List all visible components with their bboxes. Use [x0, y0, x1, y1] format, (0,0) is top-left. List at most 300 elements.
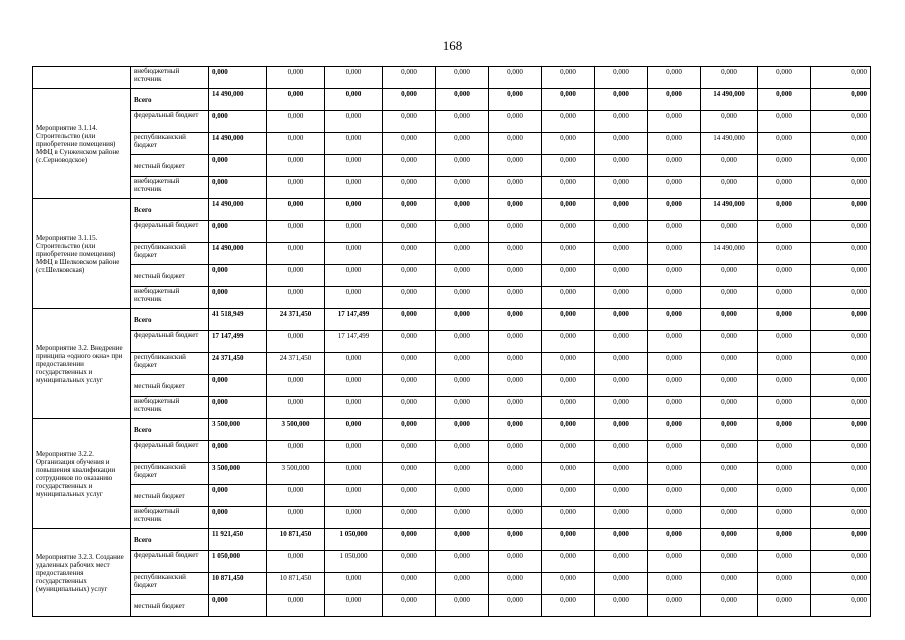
value-cell: 1 050,000 — [325, 551, 383, 573]
value-cell: 0,000 — [436, 375, 489, 397]
funding-source: местный бюджет — [131, 155, 209, 177]
value-cell: 0,000 — [595, 243, 648, 265]
value-cell: 0,000 — [701, 485, 758, 507]
value-cell: 0,000 — [436, 67, 489, 89]
value-cell: 0,000 — [325, 287, 383, 309]
value-cell: 0,000 — [648, 463, 701, 485]
value-cell: 0,000 — [436, 265, 489, 287]
value-cell: 0,000 — [595, 529, 648, 551]
value-cell: 0,000 — [595, 265, 648, 287]
value-cell: 0,000 — [648, 199, 701, 221]
value-cell: 0,000 — [701, 111, 758, 133]
value-cell: 0,000 — [811, 463, 871, 485]
value-cell: 0,000 — [489, 111, 542, 133]
value-cell: 10 871,450 — [267, 573, 325, 595]
value-cell: 0,000 — [758, 265, 811, 287]
value-cell: 0,000 — [701, 331, 758, 353]
value-cell: 0,000 — [325, 375, 383, 397]
value-cell: 0,000 — [758, 353, 811, 375]
value-cell: 0,000 — [701, 375, 758, 397]
value-cell: 0,000 — [383, 353, 436, 375]
table-body — [33, 67, 871, 617]
value-cell: 0,000 — [648, 573, 701, 595]
value-cell: 0,000 — [758, 397, 811, 419]
value-cell: 0,000 — [542, 551, 595, 573]
value-cell: 0,000 — [595, 485, 648, 507]
value-cell: 1 050,000 — [325, 529, 383, 551]
value-cell: 0,000 — [648, 221, 701, 243]
value-cell: 0,000 — [542, 353, 595, 375]
funding-source: федеральный бюджет — [131, 111, 209, 133]
value-cell: 0,000 — [325, 199, 383, 221]
value-cell: 0,000 — [436, 309, 489, 331]
value-cell: 0,000 — [648, 67, 701, 89]
value-cell: 0,000 — [209, 375, 267, 397]
value-cell: 0,000 — [811, 67, 871, 89]
value-cell: 0,000 — [489, 529, 542, 551]
value-cell: 14 490,000 — [209, 243, 267, 265]
value-cell: 0,000 — [325, 111, 383, 133]
value-cell: 0,000 — [595, 221, 648, 243]
value-cell: 0,000 — [267, 595, 325, 617]
funding-source: внебюджетный источник — [131, 67, 209, 89]
activity-name: Мероприятие 3.2.3. Создание удаленных рабочих мест предоставления государственных (муниципальных) услуг — [33, 529, 131, 617]
table-row — [33, 243, 871, 265]
value-cell: 0,000 — [209, 221, 267, 243]
value-cell: 0,000 — [383, 133, 436, 155]
value-cell: 0,000 — [648, 485, 701, 507]
value-cell: 0,000 — [267, 287, 325, 309]
value-cell: 0,000 — [595, 573, 648, 595]
value-cell: 3 500,000 — [267, 419, 325, 441]
value-cell: 0,000 — [325, 441, 383, 463]
value-cell: 0,000 — [595, 177, 648, 199]
value-cell: 3 500,000 — [209, 463, 267, 485]
value-cell: 0,000 — [542, 199, 595, 221]
value-cell: 0,000 — [383, 177, 436, 199]
value-cell: 24 371,450 — [209, 353, 267, 375]
value-cell: 0,000 — [542, 595, 595, 617]
value-cell: 0,000 — [209, 595, 267, 617]
value-cell: 0,000 — [436, 419, 489, 441]
value-cell: 0,000 — [489, 375, 542, 397]
value-cell: 14 490,000 — [209, 89, 267, 111]
value-cell: 0,000 — [209, 287, 267, 309]
value-cell: 0,000 — [595, 375, 648, 397]
value-cell: 14 490,000 — [701, 243, 758, 265]
value-cell: 14 490,000 — [701, 89, 758, 111]
value-cell: 0,000 — [595, 551, 648, 573]
value-cell: 0,000 — [595, 199, 648, 221]
value-cell: 0,000 — [436, 507, 489, 529]
value-cell: 0,000 — [542, 507, 595, 529]
value-cell: 0,000 — [648, 111, 701, 133]
value-cell: 0,000 — [595, 507, 648, 529]
value-cell: 0,000 — [758, 595, 811, 617]
value-cell: 0,000 — [542, 529, 595, 551]
value-cell: 14 490,000 — [701, 133, 758, 155]
table-row — [33, 67, 871, 89]
value-cell: 0,000 — [383, 529, 436, 551]
value-cell: 0,000 — [436, 243, 489, 265]
value-cell: 0,000 — [542, 243, 595, 265]
value-cell: 0,000 — [267, 89, 325, 111]
value-cell: 0,000 — [383, 111, 436, 133]
value-cell: 0,000 — [383, 265, 436, 287]
table-row — [33, 595, 871, 617]
value-cell: 0,000 — [542, 155, 595, 177]
value-cell: 0,000 — [383, 375, 436, 397]
table-row — [33, 419, 871, 441]
value-cell: 0,000 — [383, 573, 436, 595]
value-cell: 0,000 — [489, 485, 542, 507]
value-cell: 0,000 — [595, 309, 648, 331]
table-row — [33, 485, 871, 507]
value-cell: 0,000 — [436, 441, 489, 463]
funding-source: внебюджетный источник — [131, 397, 209, 419]
value-cell: 0,000 — [209, 441, 267, 463]
value-cell: 0,000 — [701, 221, 758, 243]
value-cell: 0,000 — [267, 551, 325, 573]
value-cell: 0,000 — [489, 573, 542, 595]
value-cell: 0,000 — [436, 551, 489, 573]
value-cell: 0,000 — [489, 67, 542, 89]
value-cell: 0,000 — [595, 397, 648, 419]
value-cell: 0,000 — [595, 353, 648, 375]
value-cell: 0,000 — [758, 551, 811, 573]
value-cell: 0,000 — [758, 463, 811, 485]
value-cell: 0,000 — [701, 463, 758, 485]
value-cell: 0,000 — [811, 243, 871, 265]
value-cell: 0,000 — [383, 243, 436, 265]
value-cell: 0,000 — [701, 551, 758, 573]
value-cell: 0,000 — [542, 287, 595, 309]
value-cell: 0,000 — [811, 507, 871, 529]
value-cell: 0,000 — [267, 331, 325, 353]
value-cell: 0,000 — [648, 441, 701, 463]
value-cell: 0,000 — [489, 419, 542, 441]
value-cell: 0,000 — [383, 89, 436, 111]
value-cell: 0,000 — [383, 397, 436, 419]
value-cell: 0,000 — [267, 221, 325, 243]
value-cell: 0,000 — [542, 221, 595, 243]
value-cell: 3 500,000 — [267, 463, 325, 485]
value-cell: 0,000 — [489, 155, 542, 177]
budget-table — [32, 66, 871, 617]
value-cell: 0,000 — [383, 551, 436, 573]
funding-source: республиканский бюджет — [131, 353, 209, 375]
value-cell: 0,000 — [701, 573, 758, 595]
value-cell: 0,000 — [542, 485, 595, 507]
value-cell: 0,000 — [648, 507, 701, 529]
value-cell: 0,000 — [758, 331, 811, 353]
value-cell: 0,000 — [489, 177, 542, 199]
funding-source: местный бюджет — [131, 595, 209, 617]
value-cell: 14 490,000 — [209, 133, 267, 155]
value-cell: 0,000 — [267, 67, 325, 89]
value-cell: 0,000 — [325, 133, 383, 155]
value-cell: 0,000 — [436, 199, 489, 221]
value-cell: 0,000 — [542, 375, 595, 397]
value-cell: 0,000 — [542, 177, 595, 199]
value-cell: 0,000 — [701, 397, 758, 419]
table-row — [33, 287, 871, 309]
value-cell: 0,000 — [267, 375, 325, 397]
value-cell: 0,000 — [701, 441, 758, 463]
value-cell: 0,000 — [489, 551, 542, 573]
value-cell: 0,000 — [209, 397, 267, 419]
value-cell: 0,000 — [209, 67, 267, 89]
value-cell: 0,000 — [701, 287, 758, 309]
value-cell: 0,000 — [489, 309, 542, 331]
table-row — [33, 529, 871, 551]
value-cell: 0,000 — [436, 221, 489, 243]
value-cell: 1 050,000 — [209, 551, 267, 573]
value-cell: 0,000 — [383, 199, 436, 221]
value-cell: 0,000 — [701, 595, 758, 617]
value-cell: 0,000 — [811, 199, 871, 221]
value-cell: 0,000 — [595, 67, 648, 89]
funding-source: Всего — [131, 309, 209, 331]
activity-name: Мероприятие 3.2.2. Организация обучения и повышения квалификации сотрудников по оказанию государственных и муниципальных услуг — [33, 419, 131, 529]
value-cell: 0,000 — [209, 265, 267, 287]
value-cell: 0,000 — [595, 595, 648, 617]
value-cell: 0,000 — [758, 155, 811, 177]
value-cell: 0,000 — [758, 529, 811, 551]
value-cell: 0,000 — [701, 265, 758, 287]
value-cell: 0,000 — [383, 419, 436, 441]
value-cell: 0,000 — [758, 67, 811, 89]
value-cell: 0,000 — [436, 111, 489, 133]
value-cell: 0,000 — [811, 221, 871, 243]
activity-name: Мероприятие 3.1.15. Строительство (или приобретение помещения) МФЦ в Шелковском районе (ст.Шелковская) — [33, 199, 131, 309]
value-cell: 0,000 — [436, 595, 489, 617]
value-cell: 0,000 — [436, 353, 489, 375]
activity-cell-continued — [33, 67, 131, 89]
table-row — [33, 507, 871, 529]
value-cell: 0,000 — [325, 595, 383, 617]
value-cell: 0,000 — [489, 243, 542, 265]
value-cell: 0,000 — [648, 287, 701, 309]
value-cell: 0,000 — [325, 463, 383, 485]
value-cell: 0,000 — [811, 573, 871, 595]
value-cell: 0,000 — [701, 67, 758, 89]
value-cell: 0,000 — [811, 551, 871, 573]
value-cell: 0,000 — [811, 133, 871, 155]
value-cell: 0,000 — [489, 331, 542, 353]
value-cell: 0,000 — [701, 419, 758, 441]
value-cell: 0,000 — [758, 89, 811, 111]
value-cell: 0,000 — [811, 287, 871, 309]
value-cell: 0,000 — [758, 243, 811, 265]
value-cell: 0,000 — [383, 331, 436, 353]
value-cell: 0,000 — [542, 331, 595, 353]
value-cell: 0,000 — [811, 309, 871, 331]
value-cell: 0,000 — [648, 419, 701, 441]
table-row — [33, 463, 871, 485]
value-cell: 0,000 — [595, 287, 648, 309]
value-cell: 0,000 — [542, 463, 595, 485]
value-cell: 0,000 — [758, 309, 811, 331]
table-row — [33, 133, 871, 155]
value-cell: 0,000 — [811, 529, 871, 551]
value-cell: 0,000 — [267, 177, 325, 199]
funding-source: местный бюджет — [131, 375, 209, 397]
value-cell: 0,000 — [758, 287, 811, 309]
value-cell: 0,000 — [811, 177, 871, 199]
value-cell: 0,000 — [489, 287, 542, 309]
value-cell: 0,000 — [595, 331, 648, 353]
value-cell: 10 871,450 — [209, 573, 267, 595]
table-row — [33, 441, 871, 463]
value-cell: 0,000 — [595, 463, 648, 485]
table-row — [33, 89, 871, 111]
table-row — [33, 177, 871, 199]
value-cell: 0,000 — [267, 265, 325, 287]
value-cell: 0,000 — [325, 397, 383, 419]
value-cell: 0,000 — [811, 595, 871, 617]
value-cell: 0,000 — [325, 485, 383, 507]
value-cell: 0,000 — [436, 485, 489, 507]
table-row — [33, 375, 871, 397]
value-cell: 0,000 — [489, 133, 542, 155]
value-cell: 0,000 — [811, 485, 871, 507]
value-cell: 0,000 — [383, 287, 436, 309]
value-cell: 0,000 — [436, 89, 489, 111]
value-cell: 0,000 — [383, 67, 436, 89]
funding-source: Всего — [131, 199, 209, 221]
value-cell: 0,000 — [542, 89, 595, 111]
value-cell: 0,000 — [489, 199, 542, 221]
funding-source: федеральный бюджет — [131, 221, 209, 243]
value-cell: 0,000 — [811, 375, 871, 397]
value-cell: 0,000 — [489, 463, 542, 485]
activity-name: Мероприятие 3.1.14. Строительство (или приобретение помещения) МФЦ в Сунженском районе (с.Серноводское) — [33, 89, 131, 199]
value-cell: 0,000 — [811, 265, 871, 287]
value-cell: 10 871,450 — [267, 529, 325, 551]
value-cell: 0,000 — [811, 331, 871, 353]
funding-source: республиканский бюджет — [131, 243, 209, 265]
value-cell: 0,000 — [542, 309, 595, 331]
page-number: 168 — [442, 38, 463, 53]
value-cell: 0,000 — [595, 133, 648, 155]
value-cell: 0,000 — [383, 595, 436, 617]
value-cell: 0,000 — [209, 507, 267, 529]
value-cell: 0,000 — [436, 287, 489, 309]
table-row — [33, 221, 871, 243]
value-cell: 0,000 — [209, 485, 267, 507]
value-cell: 24 371,450 — [267, 309, 325, 331]
funding-source: Всего — [131, 419, 209, 441]
funding-source: местный бюджет — [131, 485, 209, 507]
table-row — [33, 551, 871, 573]
value-cell: 0,000 — [436, 177, 489, 199]
funding-source: республиканский бюджет — [131, 133, 209, 155]
value-cell: 0,000 — [701, 309, 758, 331]
value-cell: 0,000 — [758, 375, 811, 397]
value-cell: 0,000 — [436, 155, 489, 177]
value-cell: 0,000 — [595, 419, 648, 441]
value-cell: 0,000 — [267, 243, 325, 265]
value-cell: 0,000 — [267, 111, 325, 133]
funding-source: республиканский бюджет — [131, 463, 209, 485]
funding-source: республиканский бюджет — [131, 573, 209, 595]
funding-source: внебюджетный источник — [131, 507, 209, 529]
value-cell: 0,000 — [383, 221, 436, 243]
value-cell: 41 518,949 — [209, 309, 267, 331]
value-cell: 0,000 — [267, 485, 325, 507]
value-cell: 17 147,499 — [209, 331, 267, 353]
value-cell: 0,000 — [325, 573, 383, 595]
value-cell: 0,000 — [648, 331, 701, 353]
value-cell: 0,000 — [267, 441, 325, 463]
table-row — [33, 309, 871, 331]
value-cell: 0,000 — [701, 177, 758, 199]
value-cell: 0,000 — [701, 353, 758, 375]
value-cell: 0,000 — [325, 419, 383, 441]
value-cell: 0,000 — [209, 177, 267, 199]
funding-source: Всего — [131, 89, 209, 111]
value-cell: 0,000 — [489, 89, 542, 111]
value-cell: 0,000 — [595, 155, 648, 177]
value-cell: 0,000 — [648, 595, 701, 617]
funding-source: внебюджетный источник — [131, 177, 209, 199]
value-cell: 0,000 — [489, 353, 542, 375]
funding-source: Всего — [131, 529, 209, 551]
value-cell: 17 147,499 — [325, 331, 383, 353]
value-cell: 0,000 — [325, 507, 383, 529]
value-cell: 0,000 — [648, 529, 701, 551]
value-cell: 0,000 — [542, 111, 595, 133]
value-cell: 3 500,000 — [209, 419, 267, 441]
value-cell: 0,000 — [648, 177, 701, 199]
value-cell: 0,000 — [648, 353, 701, 375]
value-cell: 0,000 — [811, 441, 871, 463]
value-cell: 0,000 — [542, 573, 595, 595]
value-cell: 0,000 — [325, 353, 383, 375]
value-cell: 0,000 — [209, 155, 267, 177]
value-cell: 0,000 — [436, 331, 489, 353]
value-cell: 0,000 — [811, 397, 871, 419]
value-cell: 0,000 — [325, 67, 383, 89]
value-cell: 0,000 — [383, 507, 436, 529]
value-cell: 0,000 — [436, 529, 489, 551]
table-row — [33, 573, 871, 595]
value-cell: 0,000 — [542, 441, 595, 463]
table-row — [33, 353, 871, 375]
value-cell: 0,000 — [383, 485, 436, 507]
value-cell: 0,000 — [436, 463, 489, 485]
value-cell: 17 147,499 — [325, 309, 383, 331]
value-cell: 0,000 — [758, 133, 811, 155]
value-cell: 0,000 — [209, 111, 267, 133]
value-cell: 0,000 — [758, 573, 811, 595]
funding-source: федеральный бюджет — [131, 331, 209, 353]
table-row — [33, 397, 871, 419]
value-cell: 0,000 — [811, 155, 871, 177]
value-cell: 0,000 — [436, 133, 489, 155]
value-cell: 0,000 — [325, 221, 383, 243]
value-cell: 0,000 — [267, 155, 325, 177]
funding-source: федеральный бюджет — [131, 551, 209, 573]
funding-source: местный бюджет — [131, 265, 209, 287]
value-cell: 0,000 — [489, 221, 542, 243]
value-cell: 0,000 — [489, 265, 542, 287]
table-row — [33, 155, 871, 177]
funding-source: внебюджетный источник — [131, 287, 209, 309]
value-cell: 0,000 — [701, 529, 758, 551]
value-cell: 0,000 — [489, 507, 542, 529]
